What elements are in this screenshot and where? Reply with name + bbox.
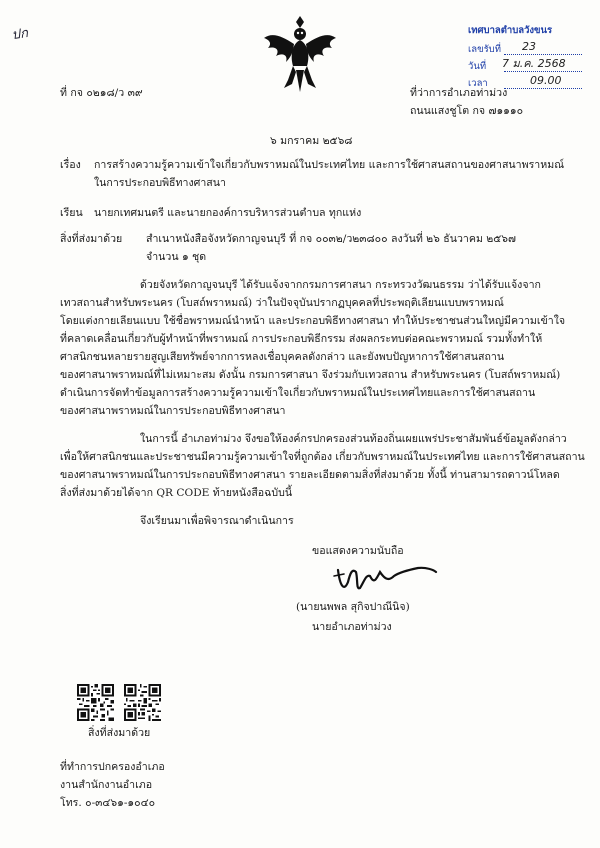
body-line: เทวสถานสำหรับพระนคร (โบสถ์พราหมณ์) ว่าในปัจจุบันปรากฏบุคคลที่ประพฤติเลียนแบบพราหมณ์ [60, 297, 504, 309]
qr-code-1[interactable] [77, 684, 114, 721]
document-date: ๖ มกราคม ๒๕๖๘ [270, 135, 353, 147]
body-line: ดำเนินการจัดทำข้อมูลการสร้างความรู้ความเข้าใจเกี่ยวกับพราหมณ์ในประเทศไทยและการใช้ศาสนสถาน [60, 387, 536, 399]
body-line: ศาสนิกชนหลายรายสูญเสียทรัพย์จากการหลงเชื่อบุคคลดังกล่าว และยังพบปัญหาการใช้ศาสนสถาน [60, 351, 505, 363]
footer-line2: งานสำนักงานอำเภอ [60, 779, 153, 791]
document-number: ที่ กจ ๐๒๑๘/ว ๓๙ [60, 87, 143, 99]
body-line: ของศาสนาพราหมณ์ในการประกอบพิธีทางศาสนา รายละเอียดตามสิ่งที่ส่งมาด้วย ทั้งนี้ ท่านสามารถดาวน์โหลด [60, 469, 560, 481]
body-line: ด้วยจังหวัดกาญจนบุรี ได้รับแจ้งจากกรมการศาสนา กระทรวงวัฒนธรรม ว่าได้รับแจ้งจาก [140, 279, 541, 291]
body-line: ของศาสนาพราหมณ์ในการประกอบพิธีทางศาสนา [60, 405, 286, 417]
body-line: โดยแต่งกายเลียนแบบ ใช้ชื่อพราหมณ์นำหน้า และประกอบพิธีทางศาสนา ทำให้ประชาชนส่วนใหญ่มีความเข้าใจ [60, 315, 566, 327]
recipient-text: นายกเทศมนตรี และนายกองค์การบริหารส่วนตำบล ทุกแห่ง [94, 207, 362, 219]
body-line: เพื่อให้ศาสนิกชนและประชาชนมีความรู้ความเข้าใจที่ถูกต้อง เกี่ยวกับพราหมณ์ในประเทศไทย และการใช้ศาสนสถาน [60, 451, 585, 463]
attachment-quantity: จำนวน ๑ ชุด [146, 251, 207, 263]
subject-line1: การสร้างความรู้ความเข้าใจเกี่ยวกับพราหมณ์ในประเทศไทย และการใช้ศาสนสถานของศาสนาพราหมณ์ [94, 159, 565, 171]
office-address-line1: ที่ว่าการอำเภอท่าม่วง [410, 87, 508, 99]
attachment-text: สำเนาหนังสือจังหวัดกาญจนบุรี ที่ กจ ๐๐๓๒/ว๒๓๘๐๐ ลงวันที่ ๒๖ ธันวาคม ๒๕๖๗ [146, 233, 516, 245]
closing-text: ขอแสดงความนับถือ [312, 545, 404, 557]
recipient-label: เรียน [60, 207, 83, 219]
footer-phone: โทร. ๐-๓๔๖๑-๑๐๔๐ [60, 797, 156, 809]
signature-mark [330, 558, 440, 598]
signer-title: นายอำเภอท่าม่วง [312, 621, 392, 633]
signer-name: (นายนพพล สุกิจปาณีนิจ) [296, 601, 410, 613]
subject-line2: ในการประกอบพิธีทางศาสนา [94, 177, 226, 189]
body-line: ของศาสนาพราหมณ์ที่ไม่เหมาะสม ดังนั้น กรมการศาสนา จึงร่วมกับเทวสถาน สำหรับพระนคร (โบสถ์พราหมณ์) [60, 369, 561, 381]
garuda-emblem [262, 10, 338, 94]
body-line: สิ่งที่ส่งมาด้วยได้จาก QR CODE ท้ายหนังสือฉบับนี้ [60, 487, 293, 499]
stamp-time-label: เวลา [468, 78, 488, 89]
stamp-time-value: 09.00 [530, 74, 562, 87]
stamp-date-value: 7 ม.ค. 2568 [502, 57, 566, 70]
attachment-label: สิ่งที่ส่งมาด้วย [60, 233, 123, 245]
body-line: ที่คลาดเคลื่อนเกี่ยวกับผู้ทำหน้าที่พราหมณ์ การประกอบพิธีกรรม ส่งผลกระทบต่อคณะพราหมณ์ รวมทั้งทำให้ [60, 333, 543, 345]
stamp-date-label: วันที่ [468, 61, 487, 72]
margin-note: ปก [10, 25, 29, 44]
footer-line1: ที่ทำการปกครองอำเภอ [60, 761, 165, 773]
office-address-line2: ถนนแสงชูโต กจ ๗๑๑๑๐ [410, 105, 524, 117]
body-paragraph-3: จึงเรียนมาเพื่อพิจารณาดำเนินการ [140, 515, 294, 527]
body-line: ในการนี้ อำเภอท่าม่วง จึงขอให้องค์กรปกครองส่วนท้องถิ่นเผยแพร่ประชาสัมพันธ์ข้อมูลดังกล่าว [140, 433, 567, 445]
qr-caption: สิ่งที่ส่งมาด้วย [88, 727, 151, 739]
receipt-stamp [464, 22, 586, 89]
stamp-receive-no: 23 [522, 40, 536, 53]
subject-label: เรื่อง [60, 159, 81, 171]
stamp-receive-label: เลขรับที่ [468, 44, 501, 55]
stamp-office: เทศบาลตำบลวังขนร [468, 25, 553, 36]
qr-code-2[interactable] [124, 684, 161, 721]
